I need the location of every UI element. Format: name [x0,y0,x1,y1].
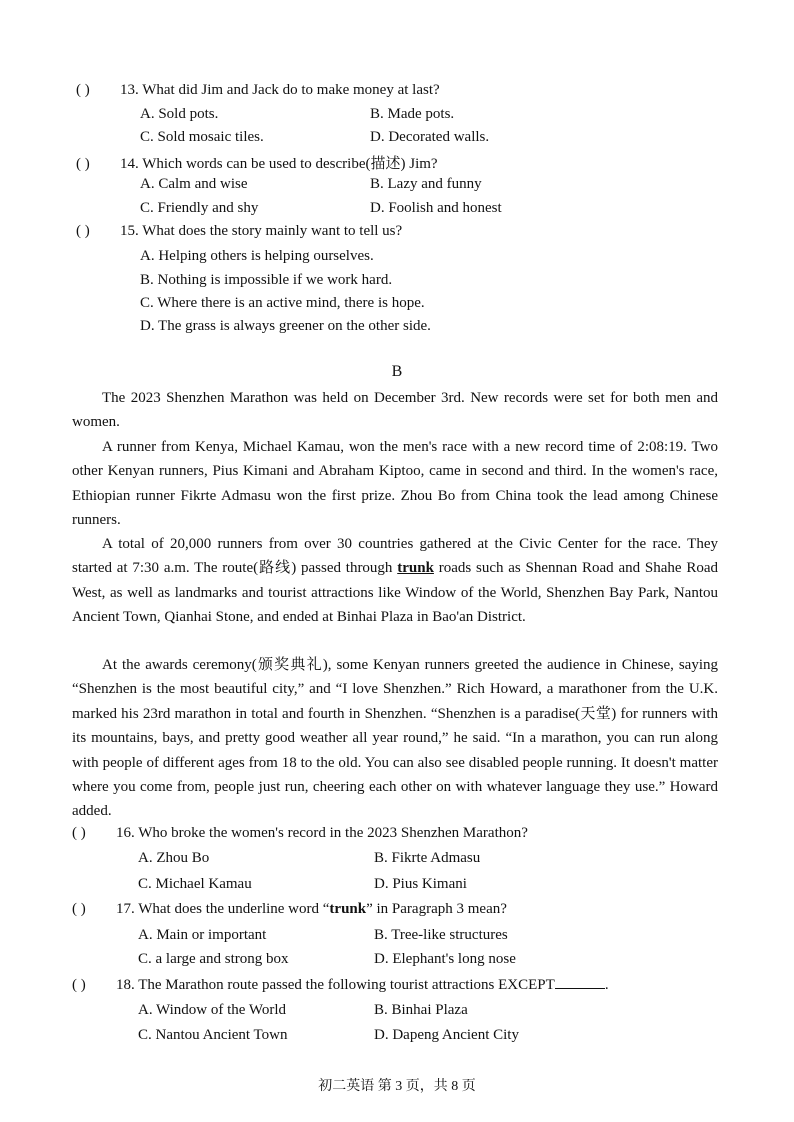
option-b[interactable]: B. Lazy and funny [370,176,482,192]
underlined-word: trunk [397,560,434,577]
option-b[interactable]: B. Binhai Plaza [374,1002,468,1018]
question-16 [72,825,528,842]
question-18 [72,976,609,994]
question-number: 15. [120,223,139,239]
passage-paragraph-3 [72,532,718,630]
option-a[interactable]: A. Calm and wise [140,176,248,192]
answer-blank[interactable]: ( ) [76,82,90,98]
option-a[interactable]: A. Helping others is helping ourselves. [140,248,374,264]
option-c[interactable]: C. Where there is an active mind, there is hope. [140,295,425,311]
answer-blank[interactable]: ( ) [72,825,86,841]
answer-blank[interactable]: ( ) [76,223,90,239]
passage-paragraph-2: A runner from Kenya, Michael Kamau, won the men's race with a new record time of 2:08:19. Two other Kenyan runners, Pius Kimani and Abraham Kiptoo, came in second and third. In the women's race, Ethiopian runner Fikrte Admasu won the first prize. Zhou Bo from China took the lead among Chinese runners. [72,439,718,529]
option-d[interactable]: D. Dapeng Ancient City [374,1027,519,1043]
section-heading: B [391,363,403,380]
question-number: 13. [120,82,139,98]
question-text: What does the story mainly want to tell us? [142,223,403,239]
paragraph-text: roads such as Shennan Road and Shahe Road West, as well as landmarks and tourist attractions like Window of the World, Shenzhen Bay Park, Nantou Ancient Town, Qianhai Stone, and ended at Binhai Plaza in Bao'an District. [72,560,718,626]
question-text: Which words can be used to describe(描述) Jim? [142,156,438,172]
question-text: ” in Paragraph 3 mean? [366,901,507,917]
question-17 [72,901,507,918]
question-text: Who broke the women's record in the 2023 Shenzhen Marathon? [138,825,528,841]
answer-blank[interactable]: ( ) [72,901,86,917]
option-c[interactable]: C. a large and strong box [138,951,289,967]
option-a[interactable]: A. Window of the World [138,1002,287,1018]
question-13 [76,82,440,99]
question-number: 16. [116,825,135,841]
option-d[interactable]: D. Foolish and honest [370,200,502,216]
question-number: 14. [120,156,139,172]
fill-in-blank[interactable] [555,976,605,989]
answer-blank[interactable]: ( ) [76,156,90,172]
passage-paragraph-1: The 2023 Shenzhen Marathon was held on December 3rd. New records were set for both men and women. [72,390,718,431]
question-text: . [604,977,609,993]
option-d[interactable]: D. Elephant's long nose [374,951,516,967]
question-14 [76,152,438,173]
question-number: 17. [116,901,135,917]
option-b[interactable]: B. Tree-like structures [374,927,508,943]
option-a[interactable]: A. Sold pots. [140,106,219,122]
option-c[interactable]: C. Friendly and shy [140,200,259,216]
option-c[interactable]: C. Michael Kamau [138,876,252,892]
paragraph-text: A total of 20,000 runners from over 30 countries gathered at the Civic Center for the race. They started at 7:30 a.m. The route(路线) passed through [72,536,718,577]
option-c[interactable]: C. Sold mosaic tiles. [140,129,264,145]
question-text: What does the underline word “ [138,901,330,917]
answer-blank[interactable]: ( ) [72,977,86,993]
question-number: 18. [116,977,135,993]
option-a[interactable]: A. Main or important [138,927,267,943]
option-b[interactable]: B. Made pots. [370,106,455,122]
option-b[interactable]: B. Nothing is impossible if we work hard. [140,272,393,288]
option-b[interactable]: B. Fikrte Admasu [374,850,481,866]
option-d[interactable]: D. Pius Kimani [374,876,467,892]
passage-paragraph-4: At the awards ceremony(颁奖典礼), some Kenyan runners greeted the audience in Chinese, saying “Shenzhen is the most beautiful city,” and “I love Shenzhen.” Rich Howard, a marathoner from the U.K. marked his 23rd marathon in total and fourth in Shenzhen. “Shenzhen is a paradise(天堂) for runners with its mountains, bays, and pretty good weather all year round,” he said. “In a marathon, you can run along with people of different ages from 18 to the old. You can also see disabled people running. It doesn't matter where you come from, people just run, cheering each other on with whatever language they use.” Howard added. [72,657,718,820]
option-a[interactable]: A. Zhou Bo [138,850,210,866]
question-text: The Marathon route passed the following tourist attractions EXCEPT [138,977,555,993]
option-d[interactable]: D. Decorated walls. [370,129,490,145]
question-keyword: trunk [329,901,367,917]
question-15 [76,223,402,240]
option-d[interactable]: D. The grass is always greener on the other side. [140,318,431,334]
page-footer: 初二英语 第 3 页，共 8 页 [318,1079,476,1094]
question-text: What did Jim and Jack do to make money at last? [142,82,440,98]
option-c[interactable]: C. Nantou Ancient Town [138,1027,288,1043]
